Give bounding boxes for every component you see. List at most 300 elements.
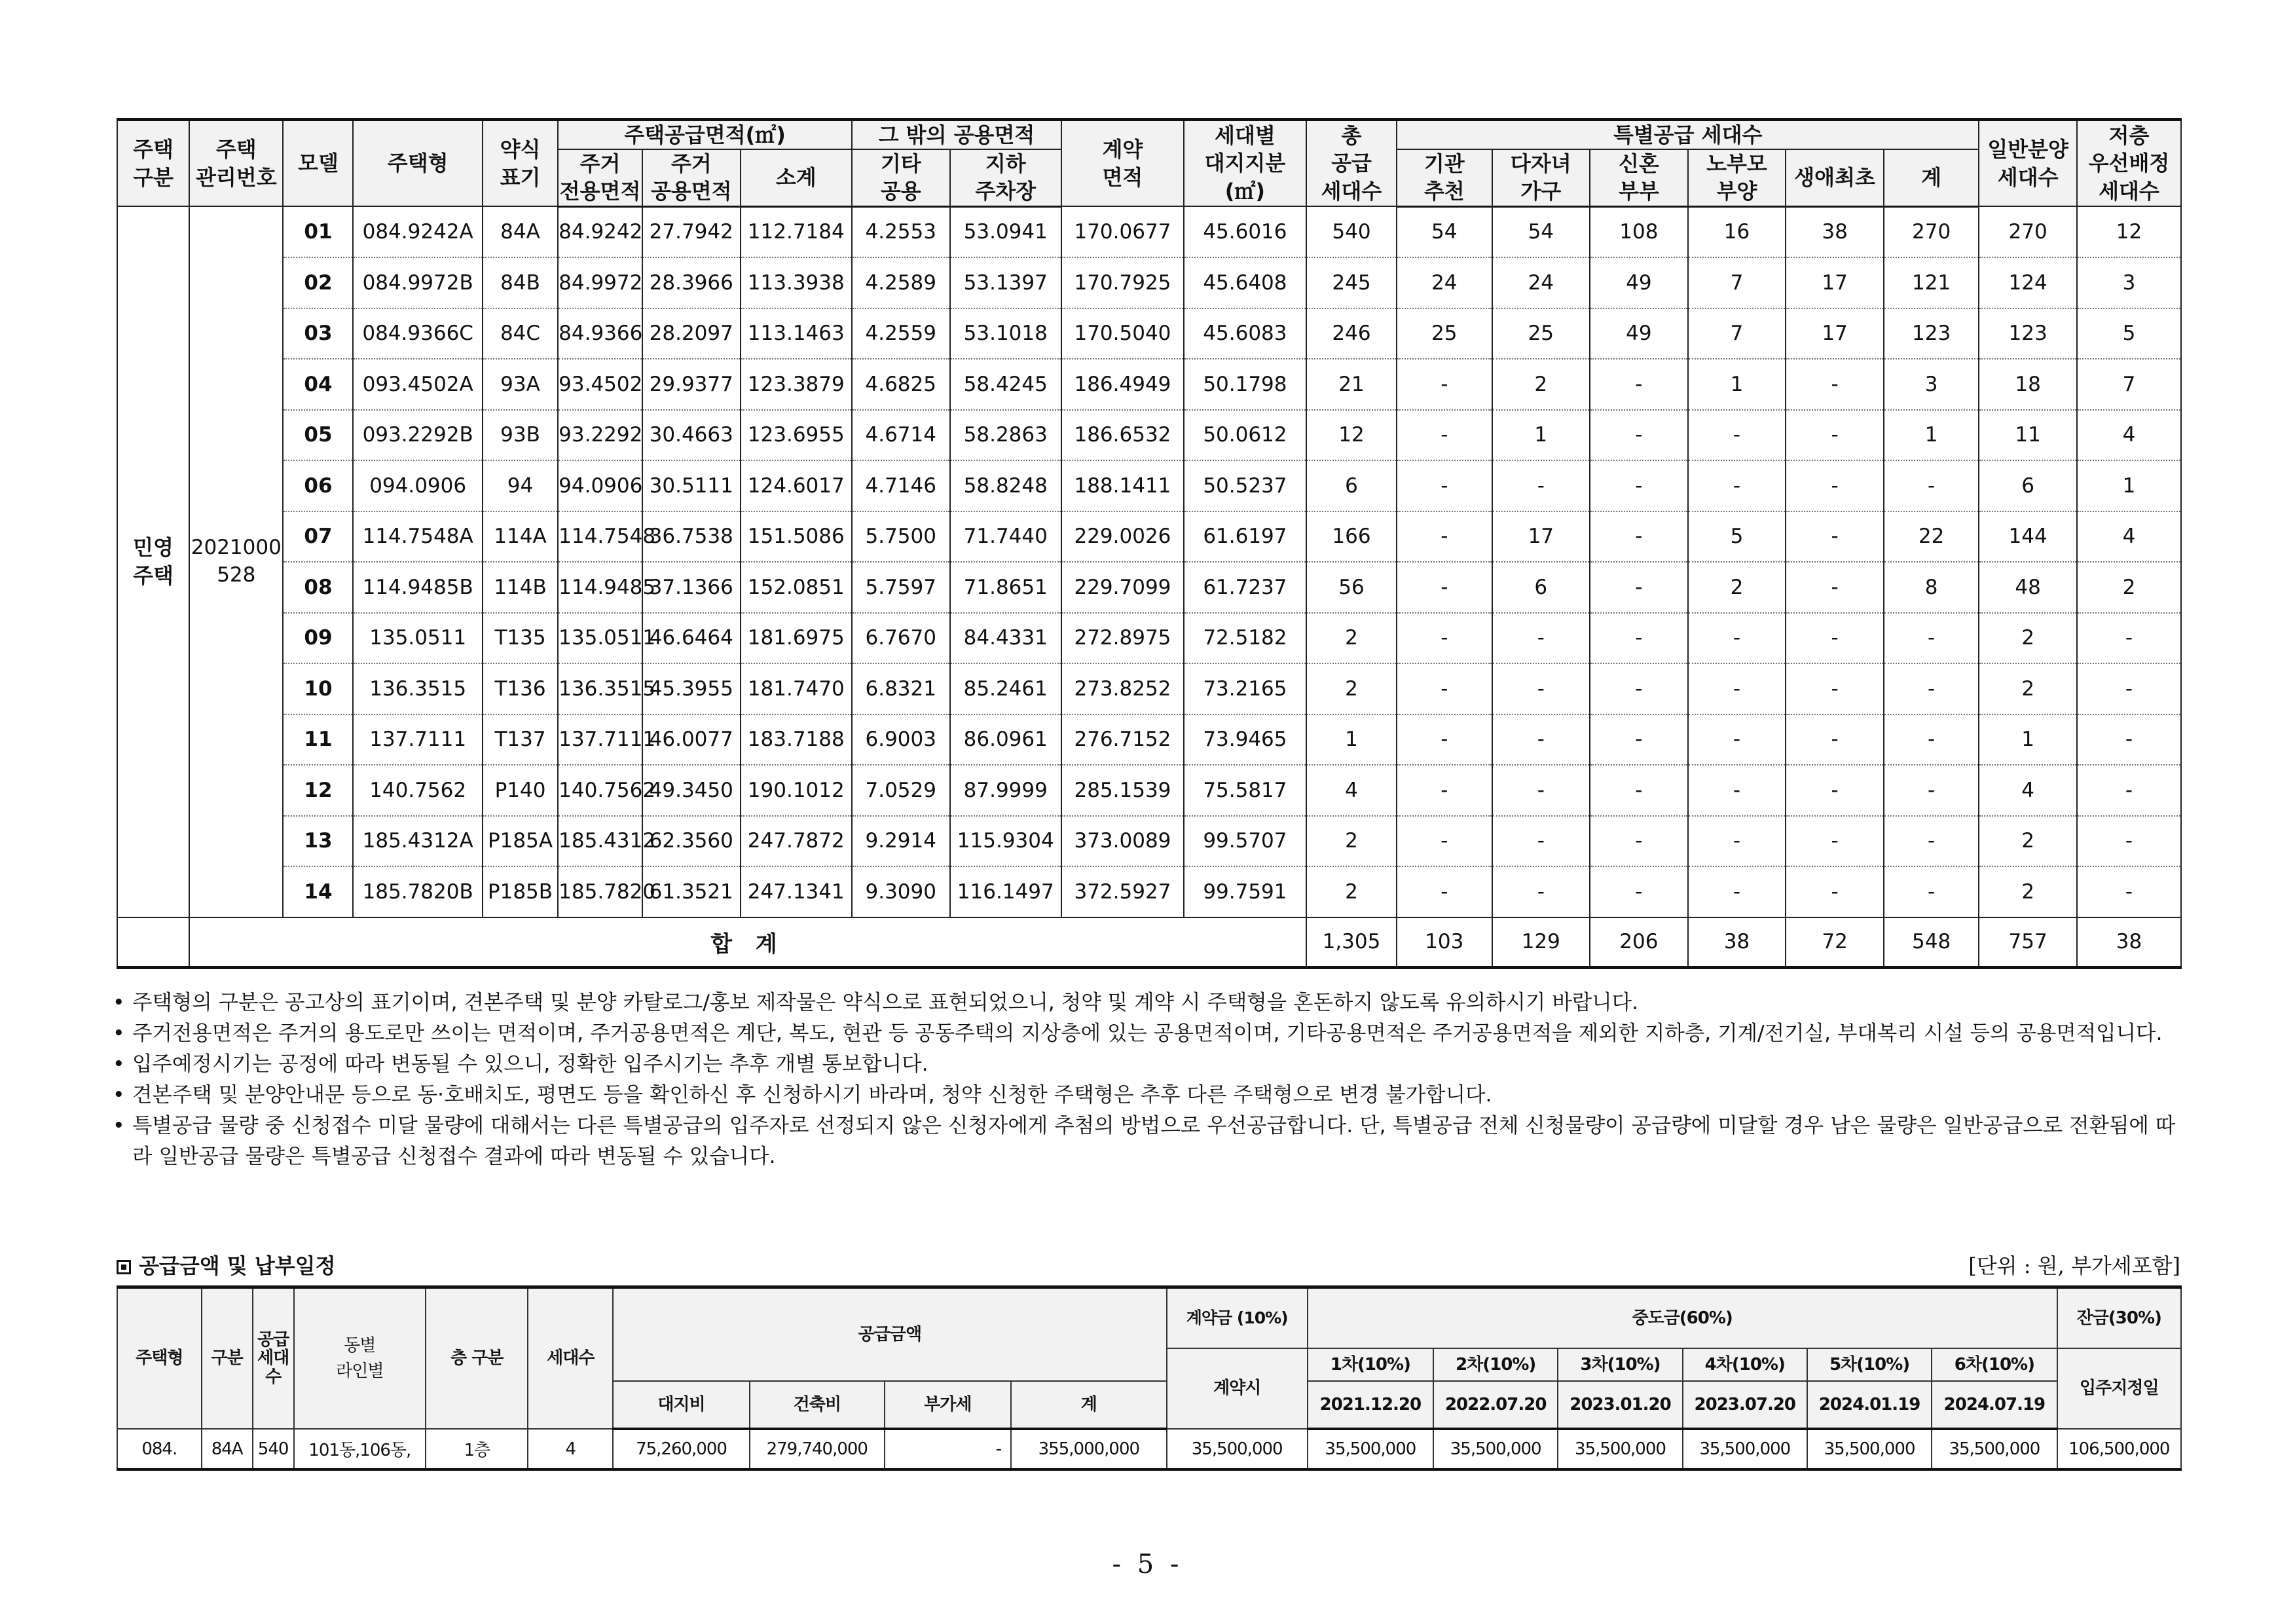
cell-common-area: 62.3560 (642, 816, 741, 867)
cell-common-area: 46.0077 (642, 714, 741, 766)
cell-special-sum: 121 (1884, 257, 1979, 308)
t2-cell-category: 84A (202, 1429, 253, 1469)
cell-multichild: - (1492, 866, 1590, 917)
t2-header-deposit-when: 계약시 (1167, 1348, 1308, 1429)
cell-common-area: 46.6464 (642, 613, 741, 664)
cell-abbr: 114B (483, 562, 558, 613)
cell-type: 140.7562 (353, 765, 482, 816)
cell-institution: - (1397, 866, 1492, 917)
page-number: - 5 - (1112, 1549, 1183, 1579)
cell-other-common: 9.3090 (852, 866, 950, 917)
cell-special-sum: - (1884, 866, 1979, 917)
cell-model: 08 (283, 562, 353, 613)
t2-header-inst-2: 2차(10%) (1433, 1348, 1558, 1381)
t2-header-type: 주택형 (117, 1287, 202, 1430)
cell-first-life: 38 (1786, 206, 1884, 257)
bullet-icon: • (113, 1052, 125, 1076)
bullet-icon: • (113, 1114, 125, 1137)
cell-first-life: - (1786, 765, 1884, 816)
cell-elderly: 1 (1688, 359, 1786, 410)
table-row (117, 714, 2181, 766)
cell-type: 185.7820B (353, 866, 482, 917)
cell-abbr: 84A (483, 206, 558, 257)
cell-parking: 58.4245 (950, 359, 1061, 410)
cell-total-supply: 6 (1306, 460, 1397, 511)
total-institution: 103 (1397, 917, 1492, 968)
t2-cell-supply-units: 540 (253, 1429, 294, 1469)
t2-header-land: 대지비 (613, 1381, 750, 1429)
cell-multichild: - (1492, 714, 1590, 766)
cell-first-life: 17 (1786, 257, 1884, 308)
bullet-icon: • (113, 991, 125, 1014)
header-common-area: 주거 공용면적 (642, 149, 741, 206)
cell-contract-area: 186.6532 (1061, 410, 1184, 461)
cell-total-supply: 246 (1306, 308, 1397, 360)
cell-elderly: 7 (1688, 257, 1786, 308)
cell-excl-area: 135.0511 (558, 613, 642, 664)
cell-total-supply: 12 (1306, 410, 1397, 461)
cell-common-area: 45.3955 (642, 663, 741, 714)
section-title-text: 공급금액 및 납부일정 (139, 1253, 336, 1278)
cell-multichild: 6 (1492, 562, 1590, 613)
t2-header-inst-6: 6차(10%) (1932, 1348, 2057, 1381)
table-row (117, 460, 2181, 511)
cell-land-share: 99.5707 (1184, 816, 1306, 867)
cell-model: 03 (283, 308, 353, 360)
housing-supply-table-body (117, 206, 2181, 967)
table-row (117, 663, 2181, 714)
cell-parking: 71.7440 (950, 511, 1061, 563)
note-text: 입주예정시기는 공정에 따라 변동될 수 있으니, 정확한 입주시기는 추후 개별 통보합니다. (132, 1052, 928, 1076)
cell-other-common: 9.2914 (852, 816, 950, 867)
cell-special-sum: 123 (1884, 308, 1979, 360)
t2-cell-interim-3: 35,500,000 (1558, 1429, 1682, 1469)
cell-excl-area: 94.0906 (558, 460, 642, 511)
cell-category: 민영 주택 (117, 206, 189, 917)
cell-land-share: 50.1798 (1184, 359, 1306, 410)
cell-common-area: 27.7942 (642, 206, 741, 257)
cell-other-common: 7.0529 (852, 765, 950, 816)
housing-supply-table (117, 118, 2182, 969)
cell-model: 10 (283, 663, 353, 714)
table-row (117, 410, 2181, 461)
cell-newlywed: - (1590, 410, 1688, 461)
note-item (113, 1049, 2182, 1080)
cell-multichild: 17 (1492, 511, 1590, 563)
cell-institution: 24 (1397, 257, 1492, 308)
cell-multichild: 54 (1492, 206, 1590, 257)
cell-institution: - (1397, 562, 1492, 613)
cell-parking: 87.9999 (950, 765, 1061, 816)
cell-special-sum: 1 (1884, 410, 1979, 461)
cell-general: 144 (1979, 511, 2077, 563)
cell-general: 2 (1979, 663, 2077, 714)
cell-newlywed: - (1590, 714, 1688, 766)
cell-institution: - (1397, 460, 1492, 511)
t2-cell-interim-4: 35,500,000 (1683, 1429, 1807, 1469)
cell-elderly: - (1688, 460, 1786, 511)
cell-land-share: 61.7237 (1184, 562, 1306, 613)
cell-excl-area: 84.9972 (558, 257, 642, 308)
cell-land-share: 61.6197 (1184, 511, 1306, 563)
cell-multichild: - (1492, 613, 1590, 664)
cell-newlywed: - (1590, 866, 1688, 917)
cell-first-life: 17 (1786, 308, 1884, 360)
cell-excl-area: 137.7111 (558, 714, 642, 766)
cell-excl-area: 185.7820 (558, 866, 642, 917)
cell-total-supply: 540 (1306, 206, 1397, 257)
cell-low-floor: 2 (2077, 562, 2181, 613)
cell-land-share: 73.2165 (1184, 663, 1306, 714)
cell-general: 2 (1979, 816, 2077, 867)
cell-subtotal: 151.5086 (741, 511, 852, 563)
cell-total-supply: 21 (1306, 359, 1397, 410)
bullet-icon: • (113, 1083, 125, 1107)
cell-abbr: P185B (483, 866, 558, 917)
cell-special-sum: 3 (1884, 359, 1979, 410)
cell-institution: - (1397, 663, 1492, 714)
header-mgmt-no: 주택 관리번호 (189, 120, 283, 207)
note-item (113, 1080, 2182, 1111)
cell-excl-area: 185.4312 (558, 816, 642, 867)
cell-total-supply: 245 (1306, 257, 1397, 308)
cell-elderly: 16 (1688, 206, 1786, 257)
cell-multichild: 25 (1492, 308, 1590, 360)
cell-model: 11 (283, 714, 353, 766)
cell-multichild: 2 (1492, 359, 1590, 410)
cell-multichild: - (1492, 765, 1590, 816)
table-row (117, 257, 2181, 308)
cell-elderly: - (1688, 410, 1786, 461)
cell-contract-area: 170.7925 (1061, 257, 1184, 308)
cell-first-life: - (1786, 562, 1884, 613)
t2-header-supply-price: 공급금액 (613, 1287, 1167, 1382)
t2-header-balance-when: 입주지정일 (2057, 1348, 2181, 1429)
header-land-share: 세대별 대지지분 (㎡) (1184, 120, 1306, 207)
table-row (117, 613, 2181, 664)
unit-note: [단위 : 원, 부가세포함] (1968, 1253, 2180, 1278)
header-first-life: 생애최초 (1786, 149, 1884, 206)
header-special-sum: 계 (1884, 149, 1979, 206)
header-multichild: 다자녀 가구 (1492, 149, 1590, 206)
cell-general: 1 (1979, 714, 2077, 766)
cell-total-supply: 56 (1306, 562, 1397, 613)
cell-newlywed: 108 (1590, 206, 1688, 257)
cell-low-floor: 4 (2077, 410, 2181, 461)
t2-header-inst-1: 1차(10%) (1308, 1348, 1433, 1381)
cell-type: 135.0511 (353, 613, 482, 664)
header-total-supply: 총 공급 세대수 (1306, 120, 1397, 207)
cell-low-floor: - (2077, 663, 2181, 714)
header-general: 일반분양 세대수 (1979, 120, 2077, 207)
header-newlywed: 신혼 부부 (1590, 149, 1688, 206)
cell-multichild: - (1492, 663, 1590, 714)
cell-contract-area: 272.8975 (1061, 613, 1184, 664)
cell-land-share: 45.6408 (1184, 257, 1306, 308)
cell-common-area: 28.3966 (642, 257, 741, 308)
t2-header-inst-5: 5차(10%) (1807, 1348, 1932, 1381)
cell-type: 084.9242A (353, 206, 482, 257)
cell-newlywed: - (1590, 613, 1688, 664)
cell-low-floor: 3 (2077, 257, 2181, 308)
cell-general: 124 (1979, 257, 2077, 308)
t2-cell-dong-line: 101동,106동, (294, 1429, 426, 1469)
t2-header-category: 구분 (202, 1287, 253, 1430)
header-abbr: 약식 표기 (483, 120, 558, 207)
cell-elderly: - (1688, 765, 1786, 816)
cell-common-area: 30.5111 (642, 460, 741, 511)
cell-elderly: - (1688, 866, 1786, 917)
note-item (113, 1018, 2182, 1049)
cell-contract-area: 186.4949 (1061, 359, 1184, 410)
cell-low-floor: 4 (2077, 511, 2181, 563)
t2-header-date-1: 2021.12.20 (1308, 1381, 1433, 1429)
cell-institution: 54 (1397, 206, 1492, 257)
t2-header-date-4: 2023.07.20 (1683, 1381, 1807, 1429)
cell-parking: 58.2863 (950, 410, 1061, 461)
cell-model: 06 (283, 460, 353, 511)
cell-parking: 71.8651 (950, 562, 1061, 613)
cell-special-sum: - (1884, 714, 1979, 766)
cell-low-floor: - (2077, 866, 2181, 917)
total-row (117, 917, 2181, 968)
cell-contract-area: 188.1411 (1061, 460, 1184, 511)
t2-cell-interim-2: 35,500,000 (1433, 1429, 1558, 1469)
cell-contract-area: 285.1539 (1061, 765, 1184, 816)
cell-type: 114.7548A (353, 511, 482, 563)
t2-cell-floor: 1층 (426, 1429, 528, 1469)
cell-elderly: - (1688, 613, 1786, 664)
total-first-life: 72 (1786, 917, 1884, 968)
header-other: 기타 공용 (852, 149, 950, 206)
t2-header-floor: 층 구분 (426, 1287, 528, 1430)
cell-first-life: - (1786, 359, 1884, 410)
table-row (117, 308, 2181, 360)
t2-header-deposit: 계약금 (10%) (1167, 1287, 1308, 1349)
cell-parking: 53.1018 (950, 308, 1061, 360)
cell-land-share: 72.5182 (1184, 613, 1306, 664)
cell-other-common: 6.7670 (852, 613, 950, 664)
cell-subtotal: 112.7184 (741, 206, 852, 257)
cell-land-share: 45.6083 (1184, 308, 1306, 360)
table-row (117, 1429, 2181, 1469)
cell-land-share: 75.5817 (1184, 765, 1306, 816)
cell-land-share: 99.7591 (1184, 866, 1306, 917)
cell-abbr: T135 (483, 613, 558, 664)
cell-low-floor: - (2077, 714, 2181, 766)
cell-newlywed: 49 (1590, 308, 1688, 360)
header-excl-area: 주거 전용면적 (558, 149, 642, 206)
cell-low-floor: 1 (2077, 460, 2181, 511)
cell-excl-area: 84.9366 (558, 308, 642, 360)
t2-header-date-6: 2024.07.19 (1932, 1381, 2057, 1429)
cell-institution: - (1397, 765, 1492, 816)
t2-header-inst-4: 4차(10%) (1683, 1348, 1807, 1381)
cell-other-common: 4.6825 (852, 359, 950, 410)
cell-multichild: - (1492, 460, 1590, 511)
cell-parking: 53.0941 (950, 206, 1061, 257)
header-elderly: 노부모 부양 (1688, 149, 1786, 206)
cell-subtotal: 123.3879 (741, 359, 852, 410)
header-subtotal: 소계 (741, 149, 852, 206)
cell-general: 18 (1979, 359, 2077, 410)
cell-parking: 116.1497 (950, 866, 1061, 917)
cell-subtotal: 183.7188 (741, 714, 852, 766)
cell-parking: 84.4331 (950, 613, 1061, 664)
note-text: 주택형의 구분은 공고상의 표기이며, 견본주택 및 분양 카탈로그/홍보 제작물은 약식으로 표현되었으니, 청약 및 계약 시 주택형을 혼돈하지 않도록 유의하시기 바랍니다. (132, 991, 1639, 1014)
cell-general: 4 (1979, 765, 2077, 816)
cell-other-common: 4.7146 (852, 460, 950, 511)
cell-model: 04 (283, 359, 353, 410)
cell-newlywed: - (1590, 460, 1688, 511)
cell-subtotal: 181.7470 (741, 663, 852, 714)
cell-contract-area: 170.5040 (1061, 308, 1184, 360)
table-row (117, 511, 2181, 563)
cell-subtotal: 152.0851 (741, 562, 852, 613)
header-type: 주택형 (353, 120, 482, 207)
cell-elderly: 2 (1688, 562, 1786, 613)
cell-institution: - (1397, 714, 1492, 766)
cell-land-share: 45.6016 (1184, 206, 1306, 257)
total-newlywed: 206 (1590, 917, 1688, 968)
note-item (113, 987, 2182, 1018)
cell-contract-area: 229.0026 (1061, 511, 1184, 563)
header-low-floor: 저층 우선배정 세대수 (2077, 120, 2181, 207)
header-institution: 기관 추천 (1397, 149, 1492, 206)
t2-header-building: 건축비 (750, 1381, 885, 1429)
total-blank-cell (117, 917, 189, 968)
total-label: 합 계 (189, 917, 1306, 968)
cell-low-floor: - (2077, 816, 2181, 867)
total-low-floor: 38 (2077, 917, 2181, 968)
t2-cell-land: 75,260,000 (613, 1429, 750, 1469)
cell-mgmt-no: 2021000 528 (189, 206, 283, 917)
cell-contract-area: 170.0677 (1061, 206, 1184, 257)
t2-cell-type: 084. (117, 1429, 202, 1469)
price-schedule-table (117, 1285, 2182, 1471)
cell-other-common: 6.9003 (852, 714, 950, 766)
table-row (117, 562, 2181, 613)
cell-institution: 25 (1397, 308, 1492, 360)
cell-model: 02 (283, 257, 353, 308)
cell-other-common: 4.6714 (852, 410, 950, 461)
cell-common-area: 36.7538 (642, 511, 741, 563)
header-model: 모델 (283, 120, 353, 207)
t2-header-supply-units: 공급 세대 수 (253, 1287, 294, 1430)
cell-general: 270 (1979, 206, 2077, 257)
cell-special-sum: - (1884, 460, 1979, 511)
cell-model: 12 (283, 765, 353, 816)
cell-low-floor: 7 (2077, 359, 2181, 410)
cell-excl-area: 93.2292 (558, 410, 642, 461)
cell-parking: 85.2461 (950, 663, 1061, 714)
bullet-icon: • (113, 1022, 125, 1045)
cell-total-supply: 1 (1306, 714, 1397, 766)
note-text: 주거전용면적은 주거의 용도로만 쓰이는 면적이며, 주거공용면적은 계단, 복도, 현관 등 공동주택의 지상층에 있는 공용면적이며, 기타공용면적은 주거공용면적을 제외한 지하층, 기계/전기실, 부대복리 시설 등의 공용면적입니다. (132, 1022, 2163, 1045)
t2-cell-building: 279,740,000 (750, 1429, 885, 1469)
header-other-common: 그 밖의 공용면적 (852, 120, 1061, 150)
cell-subtotal: 247.7872 (741, 816, 852, 867)
cell-special-sum: - (1884, 765, 1979, 816)
cell-abbr: 93B (483, 410, 558, 461)
cell-general: 123 (1979, 308, 2077, 360)
cell-type: 114.9485B (353, 562, 482, 613)
table-row (117, 206, 2181, 257)
cell-abbr: 114A (483, 511, 558, 563)
cell-other-common: 4.2559 (852, 308, 950, 360)
cell-multichild: 24 (1492, 257, 1590, 308)
cell-first-life: - (1786, 410, 1884, 461)
cell-land-share: 50.0612 (1184, 410, 1306, 461)
cell-elderly: 5 (1688, 511, 1786, 563)
header-parking: 지하 주차장 (950, 149, 1061, 206)
cell-newlywed: - (1590, 562, 1688, 613)
cell-special-sum: 22 (1884, 511, 1979, 563)
cell-model: 14 (283, 866, 353, 917)
cell-first-life: - (1786, 866, 1884, 917)
t2-cell-sum: 355,000,000 (1011, 1429, 1167, 1469)
cell-contract-area: 276.7152 (1061, 714, 1184, 766)
cell-special-sum: 270 (1884, 206, 1979, 257)
cell-common-area: 61.3521 (642, 866, 741, 917)
cell-newlywed: - (1590, 765, 1688, 816)
t2-header-dong-line: 동별 라인별 (294, 1287, 426, 1430)
cell-total-supply: 2 (1306, 866, 1397, 917)
cell-elderly: 7 (1688, 308, 1786, 360)
cell-parking: 53.1397 (950, 257, 1061, 308)
cell-multichild: 1 (1492, 410, 1590, 461)
cell-abbr: P185A (483, 816, 558, 867)
cell-total-supply: 166 (1306, 511, 1397, 563)
cell-contract-area: 273.8252 (1061, 663, 1184, 714)
total-total-supply: 1,305 (1306, 917, 1397, 968)
cell-multichild: - (1492, 816, 1590, 867)
cell-model: 07 (283, 511, 353, 563)
cell-model: 01 (283, 206, 353, 257)
cell-type: 185.4312A (353, 816, 482, 867)
t2-header-date-3: 2023.01.20 (1558, 1381, 1682, 1429)
notes-list (113, 987, 2182, 1172)
cell-low-floor: - (2077, 765, 2181, 816)
t2-header-units: 세대수 (528, 1287, 613, 1430)
cell-special-sum: 8 (1884, 562, 1979, 613)
cell-excl-area: 114.9485 (558, 562, 642, 613)
cell-parking: 58.8248 (950, 460, 1061, 511)
cell-type: 137.7111 (353, 714, 482, 766)
cell-parking: 86.0961 (950, 714, 1061, 766)
t2-cell-units: 4 (528, 1429, 613, 1469)
cell-first-life: - (1786, 816, 1884, 867)
cell-common-area: 29.9377 (642, 359, 741, 410)
cell-model: 13 (283, 816, 353, 867)
cell-land-share: 50.5237 (1184, 460, 1306, 511)
cell-model: 09 (283, 613, 353, 664)
cell-subtotal: 113.1463 (741, 308, 852, 360)
cell-subtotal: 190.1012 (741, 765, 852, 816)
cell-common-area: 30.4663 (642, 410, 741, 461)
cell-common-area: 28.2097 (642, 308, 741, 360)
cell-institution: - (1397, 816, 1492, 867)
cell-newlywed: - (1590, 511, 1688, 563)
header-supply-area: 주택공급면적(㎡) (558, 120, 852, 150)
t2-header-interim: 중도금(60%) (1308, 1287, 2057, 1349)
cell-type: 093.4502A (353, 359, 482, 410)
cell-parking: 115.9304 (950, 816, 1061, 867)
cell-common-area: 37.1366 (642, 562, 741, 613)
t2-header-date-2: 2022.07.20 (1433, 1381, 1558, 1429)
cell-excl-area: 140.7562 (558, 765, 642, 816)
note-item (113, 1111, 2182, 1172)
